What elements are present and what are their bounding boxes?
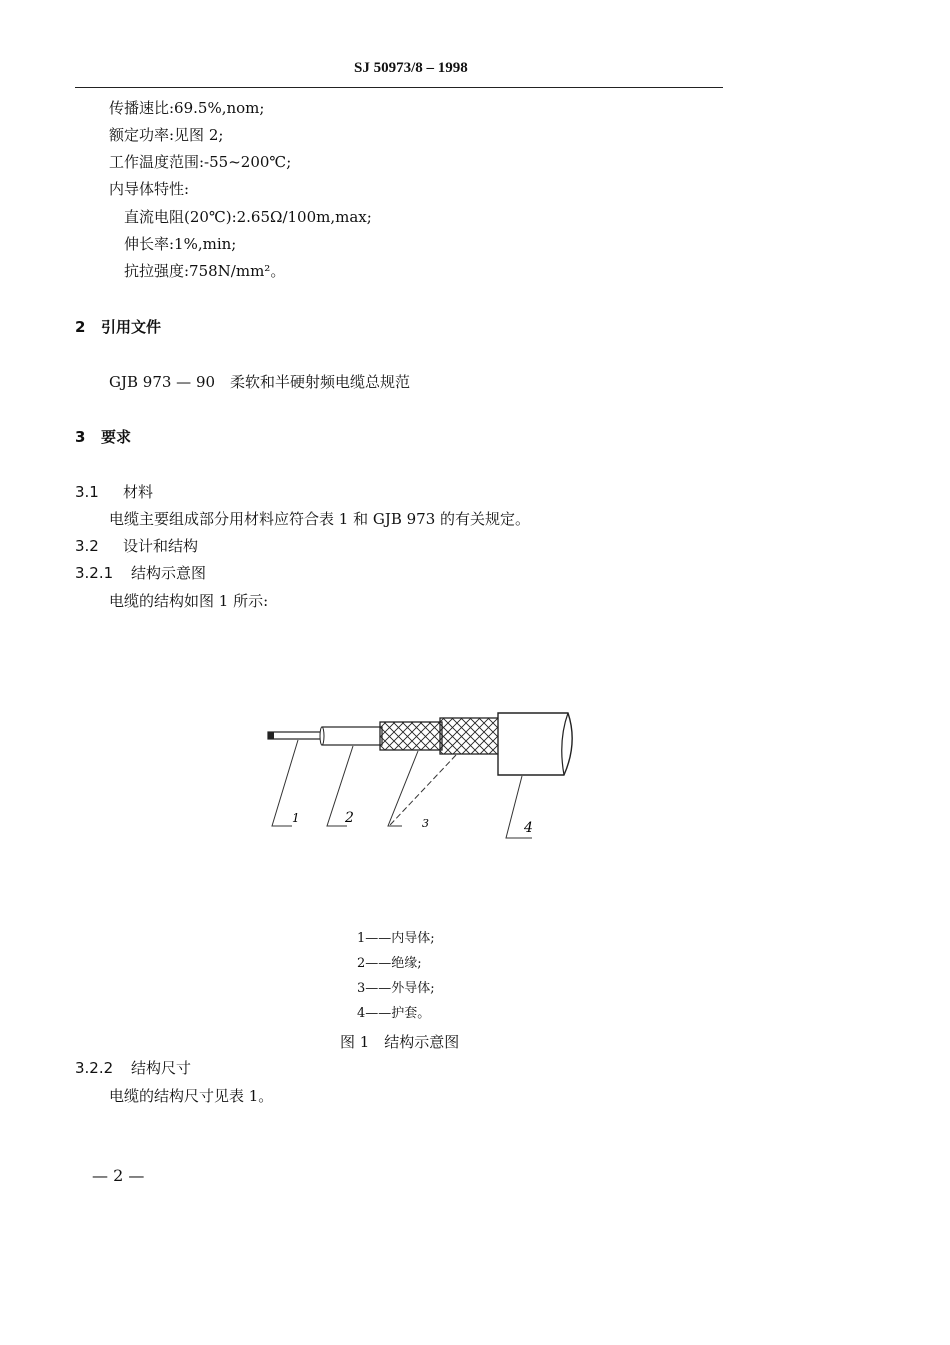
section-title: 结构尺寸 xyxy=(131,1059,192,1077)
inner-conductor xyxy=(268,732,324,739)
callout-1: 1 xyxy=(292,811,300,825)
section-3-1-heading xyxy=(75,482,153,502)
page-number: — 2 — xyxy=(92,1166,145,1185)
legend-item-1: 1——内导体; xyxy=(357,931,435,946)
spec-dc-resistance: 直流电阻(20℃):2.65Ω/100m,max; xyxy=(124,208,372,226)
spec-tensile-strength: 抗拉强度:758N/mm²。 xyxy=(124,262,286,280)
section-number: 3 xyxy=(75,428,86,446)
section-title: 引用文件 xyxy=(101,318,162,336)
callout-2: 2 xyxy=(345,810,354,826)
section-3-2-2-body: 电缆的结构尺寸见表 1。 xyxy=(109,1087,274,1105)
section-title: 材料 xyxy=(123,483,154,501)
section-number: 2 xyxy=(75,318,86,336)
section-2-heading xyxy=(75,317,161,337)
figure-caption: 图 1 结构示意图 xyxy=(340,1033,460,1051)
section-3-2-1-heading xyxy=(75,563,206,583)
section-title: 结构示意图 xyxy=(131,564,207,582)
section-3-2-heading xyxy=(75,536,198,556)
section-3-1-body: 电缆主要组成部分用材料应符合表 1 和 GJB 973 的有关规定。 xyxy=(109,510,531,528)
callout-4: 4 xyxy=(524,820,533,836)
cable-structure-diagram xyxy=(250,705,590,850)
section-number: 3.1 xyxy=(75,483,99,501)
outer-conductor-braid xyxy=(380,718,500,754)
spec-propagation-ratio: 传播速比:69.5%,nom; xyxy=(109,99,265,117)
section-title: 设计和结构 xyxy=(123,537,199,555)
jacket xyxy=(498,713,572,775)
referenced-document: GJB 973 — 90 柔软和半硬射频电缆总规范 xyxy=(109,373,411,391)
insulation xyxy=(320,727,382,745)
spec-temperature-range: 工作温度范围:-55~200℃; xyxy=(109,153,292,171)
callout-3: 3 xyxy=(422,817,429,830)
document-code: SJ 50973/8 – 1998 xyxy=(354,60,468,76)
header-rule xyxy=(75,87,723,88)
section-3-2-2-heading xyxy=(75,1058,191,1078)
leader-lines xyxy=(272,740,532,838)
section-number: 3.2 xyxy=(75,537,99,555)
section-number: 3.2.2 xyxy=(75,1059,114,1077)
legend-item-2: 2——绝缘; xyxy=(357,956,422,971)
section-3-heading xyxy=(75,427,131,447)
section-number: 3.2.1 xyxy=(75,564,114,582)
section-title: 要求 xyxy=(101,428,132,446)
section-3-2-1-body: 电缆的结构如图 1 所示: xyxy=(109,592,269,610)
spec-rated-power: 额定功率:见图 2; xyxy=(109,126,224,144)
legend-item-4: 4——护套。 xyxy=(357,1006,431,1021)
spec-elongation: 伸长率:1%,min; xyxy=(124,235,237,253)
legend-item-3: 3——外导体; xyxy=(357,981,435,996)
spec-inner-conductor: 内导体特性: xyxy=(109,180,190,198)
